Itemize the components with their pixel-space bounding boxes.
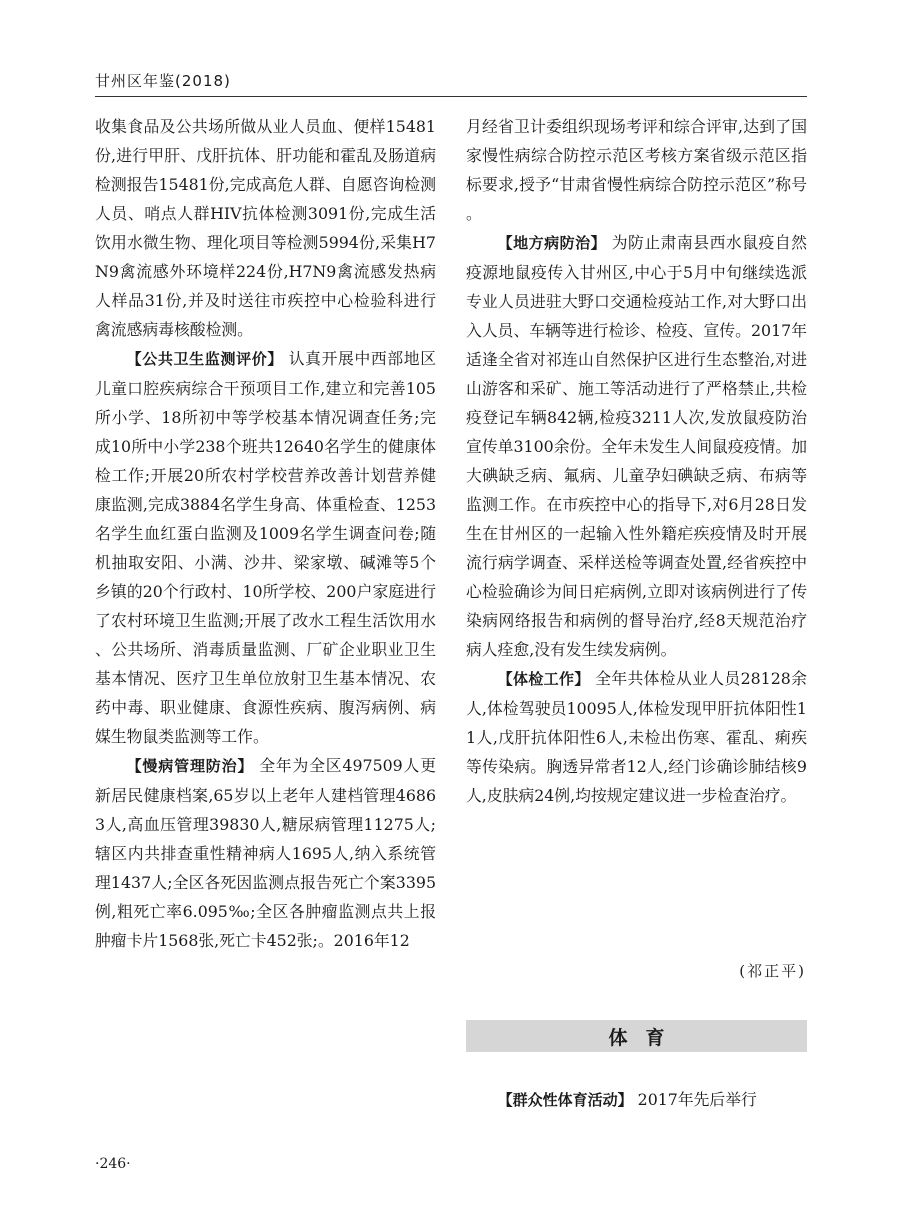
paragraph-physical-exam	[466, 664, 807, 810]
paragraph-continuation: 月经省卫计委组织现场考评和综合评审,达到了国家慢性病综合防控示范区考核方案省级示范区指标要求,授予“甘肃省慢性病综合防控示范区”称号。	[466, 117, 807, 223]
right-column-sports	[466, 1085, 807, 1115]
section-keyword: 【群众性体育活动】	[497, 1091, 633, 1109]
paragraph-text: 全年共体检从业人员28128余人,体检驾驶员10095人,体检发现甲肝抗体阳性11人,戊肝抗体阳性6人,未检出伤寒、霍乱、痢疾等传染病。胸透异常者12人,经门诊确诊肺结核9人,皮肤病24例,均按规定建议进一步检查治疗。	[466, 669, 807, 805]
right-column	[466, 112, 807, 810]
paragraph-continuation: 收集食品及公共场所做从业人员血、便样15481份,进行甲肝、戊肝抗体、肝功能和霍乱及肠道病检测报告15481份,完成高危人群、自愿咨询检测人员、哨点人群HIV抗体检测3091份,完成生活饮用水微生物、理化项目等检测5994份,采集H7N9禽流感外环境样224份,H7N9禽流感发热病人样品31份,并及时送往市疾控中心检验科进行禽流感病毒核酸检测。	[95, 117, 436, 339]
section-keyword: 【公共卫生监测评价】	[126, 350, 284, 368]
page-number: ·246·	[95, 1156, 131, 1172]
paragraph-mass-sports	[466, 1085, 807, 1115]
paragraph-endemic-disease	[466, 228, 807, 664]
author-credit: (祁正平)	[739, 962, 806, 980]
paragraph-public-health	[95, 344, 436, 751]
section-heading-bar	[466, 1020, 807, 1052]
left-column	[95, 112, 436, 955]
running-header: 甘州区年鉴(2018)	[95, 72, 231, 90]
section-heading: 体育	[608, 1026, 683, 1049]
paragraph-chronic-disease	[95, 751, 436, 955]
section-keyword: 【体检工作】	[497, 670, 590, 688]
paragraph-text: 全年为全区497509人更新居民健康档案,65岁以上老年人建档管理46863人,高血压管理39830人,糖尿病管理11275人;辖区内共排查重性精神病人1695人,纳入系统管理1437人;全区各死因监测点报告死亡个案3395例,粗死亡率6.095‰;全区各肿瘤监测点共上报肿瘤卡片1568张,死亡卡452张;。2016年12	[95, 756, 436, 950]
header-rule	[95, 96, 807, 97]
paragraph-text: 2017年先后举行	[637, 1090, 757, 1109]
section-keyword: 【地方病防治】	[497, 234, 607, 252]
section-keyword: 【慢病管理防治】	[126, 757, 254, 775]
paragraph-text: 认真开展中西部地区儿童口腔疾病综合干预项目工作,建立和完善105所小学、18所初中等学校基本情况调查任务;完成10所中小学238个班共12640名学生的健康体检工作;开展20所农村学校营养改善计划营养健康监测,完成3884名学生身高、体重检查、1253名学生血红蛋白监测及1009名学生调查问卷;随机抽取安阳、小满、沙井、梁家墩、碱滩等5个乡镇的20个行政村、10所学校、200户家庭进行了农村环境卫生监测;开展了改水工程生活饮用水、公共场所、消毒质量监测、厂矿企业职业卫生基本情况、医疗卫生单位放射卫生基本情况、农药中毒、职业健康、食源性疾病、腹泻病例、病媒生物鼠类监测等工作。	[95, 349, 436, 746]
paragraph-text: 为防止肃南县西水鼠疫自然疫源地鼠疫传入甘州区,中心于5月中旬继续选派专业人员进驻大野口交通检疫站工作,对大野口出入人员、车辆等进行检诊、检疫、宣传。2017年适逢全省对祁连山自然保护区进行生态整治,对进山游客和采矿、施工等活动进行了严格禁止,共检疫登记车辆842辆,检疫3211人次,发放鼠疫防治宣传单3100余份。全年未发生人间鼠疫疫情。加大碘缺乏病、氟病、儿童孕妇碘缺乏病、布病等监测工作。在市疾控中心的指导下,对6月28日发生在甘州区的一起输入性外籍疟疾疫情及时开展流行病学调查、采样送检等调查处置,经省疾控中心检验确诊为间日疟病例,立即对该病例进行了传染病网络报告和病例的督导治疗,经8天规范治疗病人痊愈,没有发生续发病例。	[466, 233, 807, 659]
